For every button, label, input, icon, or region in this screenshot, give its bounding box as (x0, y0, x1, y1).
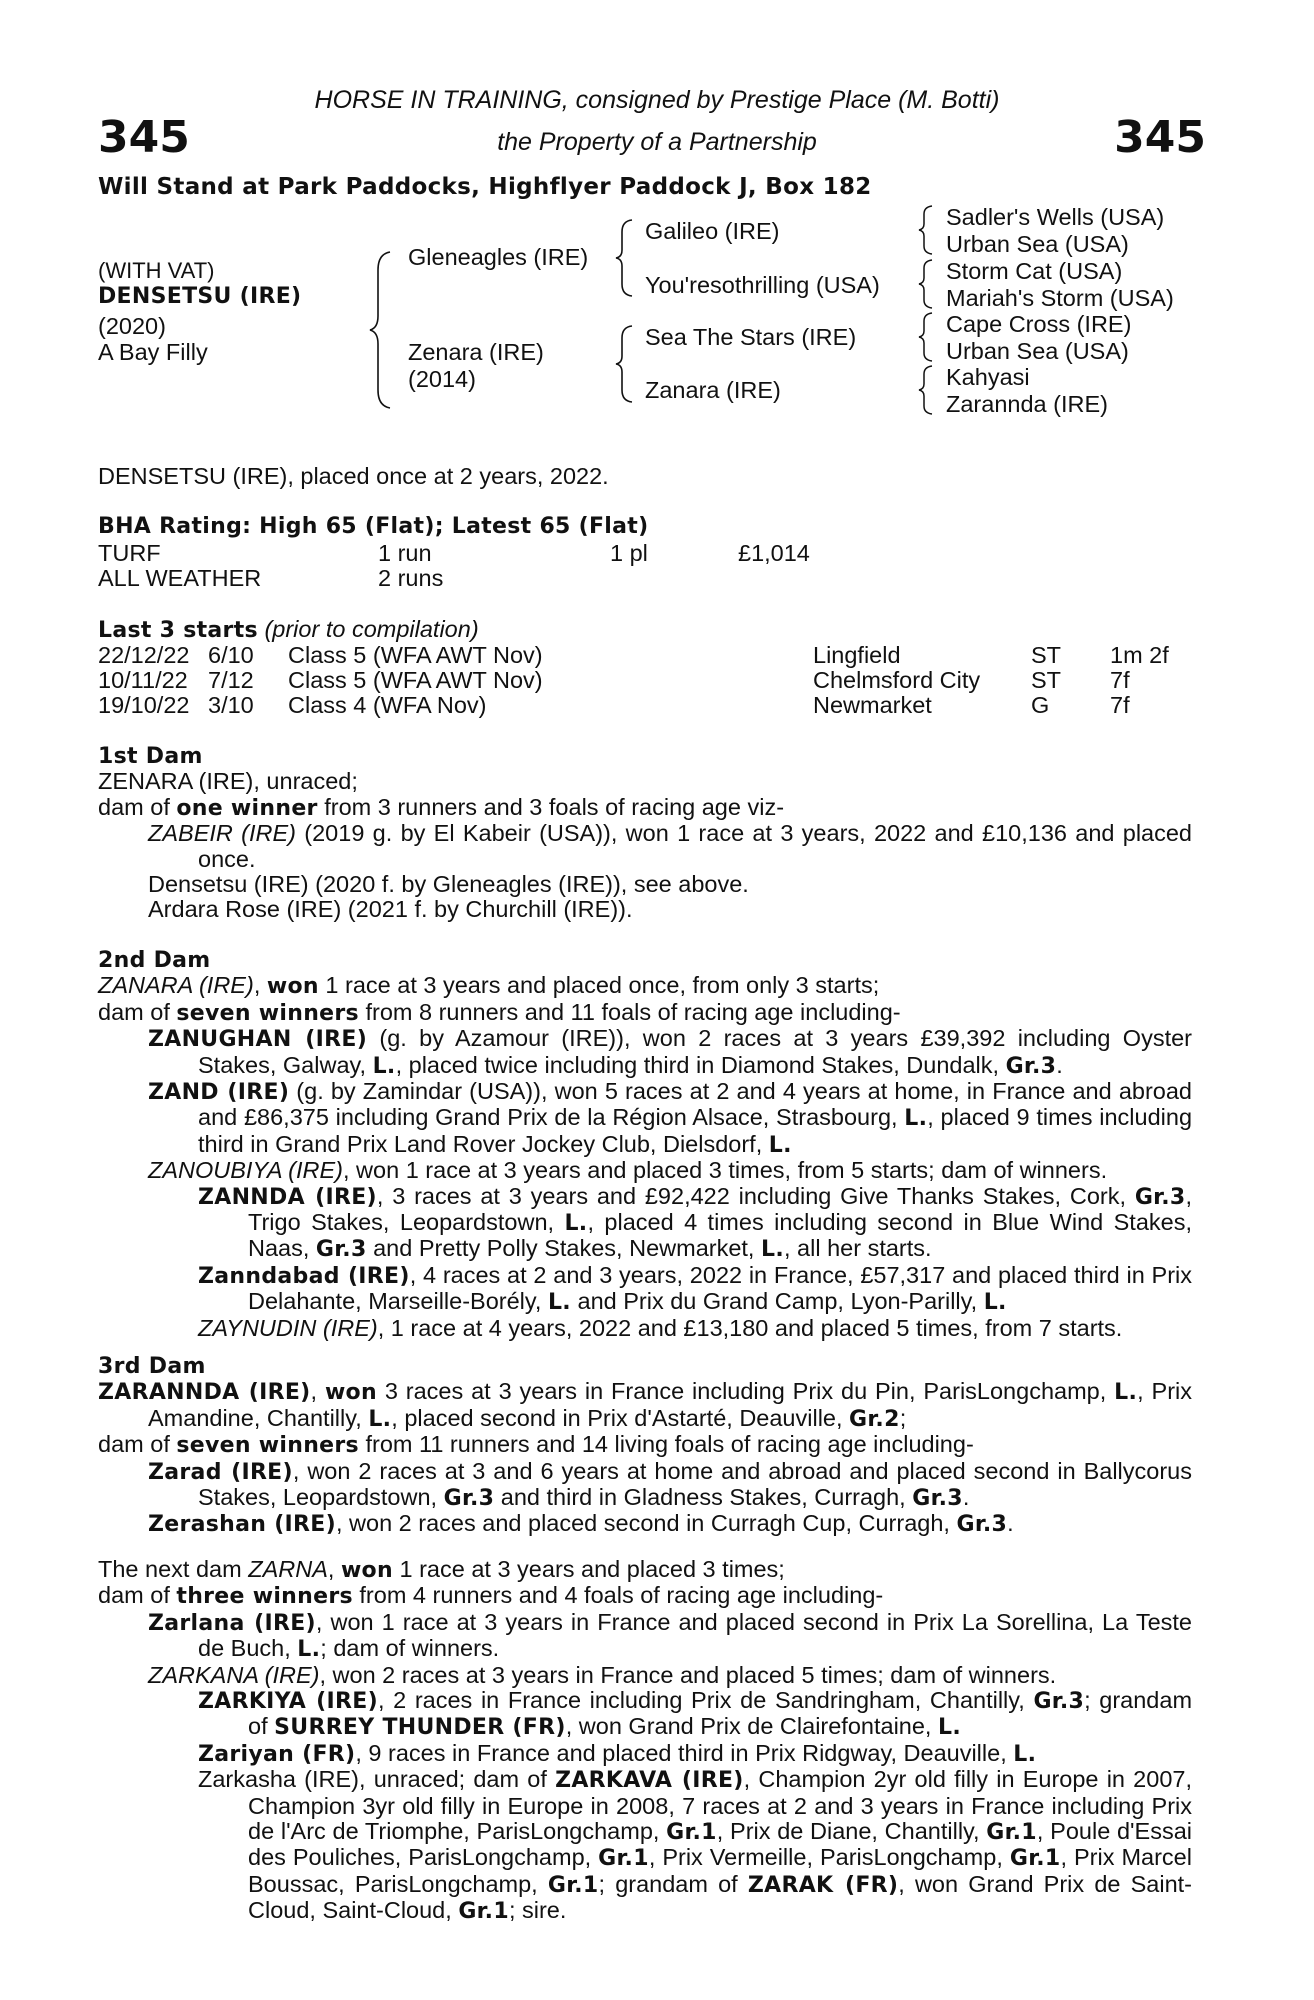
produce-entry: ZAND (IRE) (g. by Zamindar (USA)), won 5 races at 2 and 4 years at home, in France and abroad and £86,375 including Grand Prix de la Région Alsace, Strasbourg, L., placed 9 times including third in Grand Prix Land Rover Jockey Club, Dielsdorf, L. (148, 1078, 1193, 1158)
produce-entry: ZANOUBIYA (IRE), won 1 race at 3 years and placed 3 times, from 5 starts; dam of winners. (148, 1157, 1108, 1184)
turf-record (98, 540, 1198, 565)
race-summary: DENSETSU (IRE), placed once at 2 years, 2022. (98, 463, 609, 489)
third-dam-heading: 3rd Dam (98, 1354, 206, 1379)
aw-runs: 2 runs (378, 565, 444, 591)
start-row: 10/11/22 7/12 Class 5 (WFA AWT Nov) Chelmsford City ST 7f (98, 667, 1130, 693)
pedigree-dam-sire: Sea The Stars (IRE) (645, 324, 857, 350)
pedigree-brace-1 (918, 204, 934, 256)
pedigree-brace-2 (918, 258, 934, 310)
pedigree-sire-dam: You'resothrilling (USA) (645, 272, 880, 298)
stand-location: Will Stand at Park Paddocks, Highflyer Paddock J, Box 182 (98, 174, 872, 200)
pedigree-ddd: Zarannda (IRE) (946, 391, 1108, 417)
pedigree-ssd: Urban Sea (USA) (946, 231, 1129, 257)
produce-entry: ZAYNUDIN (IRE), 1 race at 4 years, 2022 and £13,180 and placed 5 times, from 7 starts. (198, 1314, 1123, 1341)
produce-entry: ZANUGHAN (IRE) (g. by Azamour (IRE)), won 2 races at 3 years £39,392 including Oyster Stakes, Galway, L., placed twice including third in Diamond Stakes, Dundalk, Gr.3. (148, 1025, 1192, 1079)
lot-number-right: 345 (1114, 112, 1206, 163)
first-dam-section (98, 744, 1192, 923)
pedigree-dsd: Urban Sea (USA) (946, 338, 1129, 364)
pedigree-sire-sire: Galileo (IRE) (645, 218, 780, 244)
turf-runs: 1 run (378, 540, 432, 566)
produce-entry: Zariyan (FR), 9 races in France and placed third in Prix Ridgway, Deauville, L. (198, 1739, 1037, 1767)
produce-entry: ZARKIYA (IRE), 2 races in France including Prix de Sandringham, Chantilly, Gr.3; grandam of SURREY THUNDER (FR), won Grand Prix de Clairefontaine, L. (198, 1687, 1193, 1741)
produce-entry: Densetsu (IRE) (2020 f. by Gleneagles (IRE)), see above. (148, 871, 749, 898)
horse-description: A Bay Filly (98, 339, 208, 365)
turf-placed: 1 pl (610, 540, 648, 566)
second-dam-section (98, 948, 1192, 1341)
pedigree-brace-sire (614, 218, 634, 298)
produce-entry: Zerashan (IRE), won 2 races and placed second in Curragh Cup, Curragh, Gr.3. (148, 1510, 1014, 1538)
pedigree-brace-3 (918, 311, 934, 363)
produce-entry: ZANNDA (IRE), 3 races at 3 years and £92,422 including Give Thanks Stakes, Cork, Gr.3, Trigo Stakes, Leopardstown, L., placed 4 times including second in Blue Wind Stakes, Naas, Gr.3 and Pretty Polly Stakes, Newmarket, L., all her starts. (198, 1182, 1192, 1263)
second-dam-name: ZANARA (IRE), won 1 race at 3 years and placed once, from only 3 starts; (98, 972, 880, 1000)
pedigree-brace-dam (614, 324, 634, 404)
first-dam-heading: 1st Dam (98, 744, 203, 769)
turf-prize: £1,014 (738, 540, 810, 566)
horse-year: (2020) (98, 313, 166, 339)
all-weather-record (98, 565, 1198, 590)
produce-entry: Zanndabad (IRE), 4 races at 2 and 3 years, 2022 in France, £57,317 and placed third in Prix Delahante, Marseille-Borély, L. and Prix du Grand Camp, Lyon-Parilly, L. (198, 1261, 1192, 1316)
pedigree-brace-main (368, 250, 392, 410)
produce-entry: ZARKANA (IRE), won 2 races at 3 years in France and placed 5 times; dam of winners. (148, 1661, 1057, 1688)
produce-entry: Zarad (IRE), won 2 races at 3 and 6 years at home and abroad and placed second in Ballycorus Stakes, Leopardstown, Gr.3 and third in Gladness Stakes, Curragh, Gr.3. (148, 1457, 1192, 1512)
first-dam-name: ZENARA (IRE), unraced; (98, 768, 358, 795)
property-line: the Property of a Partnership (497, 128, 817, 156)
pedigree-dam: Zenara (IRE) (408, 339, 544, 365)
pedigree-sdd: Mariah's Storm (USA) (946, 285, 1174, 311)
fourth-dam-name: The next dam ZARNA, won 1 race at 3 years and placed 3 times; (98, 1556, 785, 1583)
produce-entry: Zarkasha (IRE), unraced; dam of ZARKAVA (IRE), Champion 2yr old filly in Europe in 2007, Champion 3yr old filly in Europe in 2008, 7 races at 2 and 3 years in France including Prix de l'Arc de Triomphe, ParisLongchamp, Gr.1, Prix de Diane, Chantilly, Gr.1, Poule d'Essai des Pouliches, ParisLongchamp, Gr.1, Prix Vermeille, ParisLongchamp, Gr.1, Prix Marcel Boussac, ParisLongchamp, Gr.1; grandam of ZARAK (FR), won Grand Prix de Saint-Cloud, Saint-Cloud, Gr.1; sire. (198, 1766, 1193, 1925)
third-dam-section (98, 1354, 1192, 1538)
produce-entry: ZABEIR (IRE) (2019 g. by El Kabeir (USA)), won 1 race at 3 years, 2022 and £10,136 and placed once. (148, 820, 1192, 872)
lot-number-left: 345 (98, 112, 190, 163)
pedigree-dss: Cape Cross (IRE) (946, 311, 1132, 337)
second-dam-heading: 2nd Dam (98, 948, 211, 973)
aw-label: ALL WEATHER (98, 565, 262, 591)
pedigree-dds: Kahyasi (946, 364, 1030, 390)
pedigree-sire: Gleneagles (IRE) (408, 244, 589, 270)
last-starts-heading: Last 3 starts (prior to compilation) (98, 616, 479, 643)
pedigree-brace-4 (918, 364, 934, 416)
produce-entry: Ardara Rose (IRE) (2021 f. by Churchill (IRE)). (148, 896, 633, 923)
start-row: 19/10/22 3/10 Class 4 (WFA Nov) Newmarket G 7f (98, 692, 1130, 718)
first-dam-produce-line: dam of one winner from 3 runners and 3 foals of racing age viz- (98, 793, 785, 821)
pedigree-dam-dam: Zanara (IRE) (645, 377, 781, 403)
second-dam-produce-line: dam of seven winners from 8 runners and 11 foals of racing age including- (98, 998, 901, 1026)
third-dam-name: ZARANNDA (IRE), won 3 races at 3 years in France including Prix du Pin, ParisLongchamp, L., Prix Amandine, Chantilly, L., placed second in Prix d'Astarté, Deauville, Gr.2; (98, 1378, 1192, 1432)
third-dam-produce-line: dam of seven winners from 11 runners and 14 living foals of racing age including- (98, 1431, 974, 1459)
horse-name: DENSETSU (IRE) (98, 284, 302, 309)
pedigree-sds: Storm Cat (USA) (946, 258, 1123, 284)
start-row: 22/12/22 6/10 Class 5 (WFA AWT Nov) Lingfield ST 1m 2f (98, 642, 1169, 668)
fourth-dam-section (98, 1557, 1192, 1925)
vat-note: (WITH VAT) (98, 258, 215, 283)
pedigree-sss: Sadler's Wells (USA) (946, 204, 1165, 230)
turf-label: TURF (98, 540, 161, 566)
bha-rating-heading: BHA Rating: High 65 (Flat); Latest 65 (Flat) (98, 514, 649, 539)
fourth-dam-produce-line: dam of three winners from 4 runners and 4 foals of racing age including- (98, 1582, 884, 1610)
sale-title: HORSE IN TRAINING, consigned by Prestige Place (M. Botti) (314, 86, 1000, 114)
pedigree-dam-year: (2014) (408, 366, 476, 392)
produce-entry: Zarlana (IRE), won 1 race at 3 years in France and placed second in Prix La Sorellina, La Teste de Buch, L.; dam of winners. (148, 1608, 1192, 1663)
